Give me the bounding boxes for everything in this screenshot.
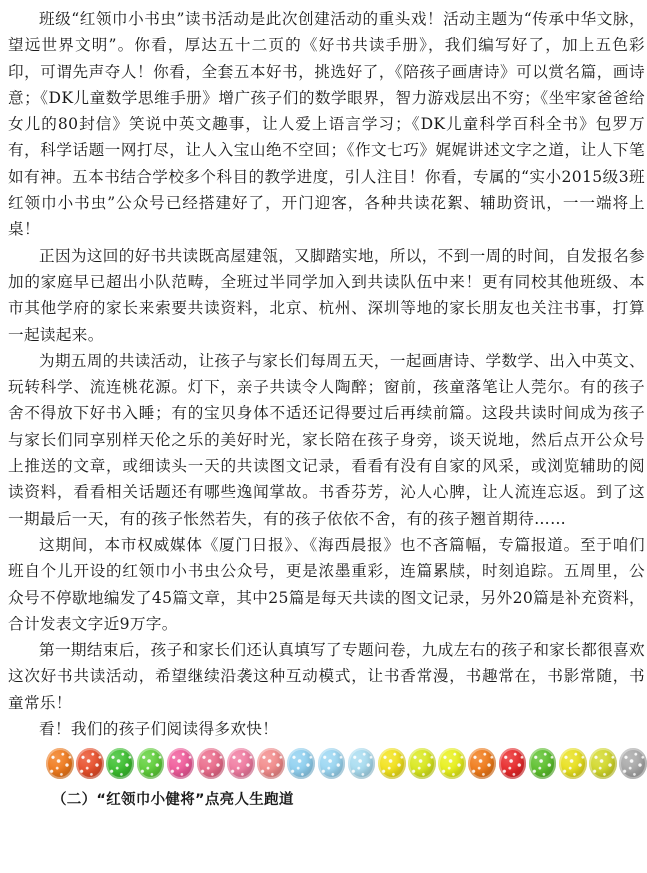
decorative-dot-icon: [378, 748, 406, 779]
decorative-dot-icon: [287, 748, 315, 779]
decorative-dot-icon: [468, 748, 496, 779]
decorative-dot-row: [46, 747, 647, 779]
decorative-dot-icon: [106, 748, 134, 779]
decorative-dot-icon: [318, 748, 346, 779]
decorative-dot-icon: [197, 748, 225, 779]
decorative-dot-icon: [499, 748, 527, 779]
decorative-dot-icon: [46, 748, 74, 779]
decorative-dot-icon: [589, 748, 617, 779]
paragraph-participation: 正因为这回的好书共读既高屋建瓴，又脚踏实地，所以，不到一周的时间，自发报名参加的家庭早已超出小队范畴，全班过半同学加入到共读队伍中来！更有同校其他班级、本市其他学府的家长来索要共读资料，北京、杭州、深圳等地的家长朋友也关注书事，打算一起读起来。: [8, 246, 645, 344]
paragraph-reading-activity: 班级“红领巾小书虫”读书活动是此次创建活动的重头戏！活动主题为“传承中华文脉，望远世界文明”。你看，厚达五十二页的《好书共读手册》，我们编写好了，加上五色彩印，可谓先声夺人！你看，全套五本好书，挑选好了，《陪孩子画唐诗》可以赏名篇，画诗意；《DK儿童数学思维手册》增广孩子们的数学眼界，智力游戏层出不穷；《坐牢家爸爸给女儿的80封信》笑说中英文趣事，让人爱上语言学习；《DK儿童科学百科全书》包罗万有，科学话题一网打尽，让人入宝山绝不空回；《作文七巧》娓娓讲述文字之道，让人下笔如有神。五本书结合学校多个科目的教学进度，引人注目！你看，专属的“实小2015级3班红领巾小书虫”公众号已经搭建好了，开门迎客，各种共读花絮、辅助资讯，一一端将上桌！: [8, 10, 645, 239]
decorative-dot-icon: [227, 748, 255, 779]
decorative-dot-icon: [529, 748, 557, 779]
decorative-dot-icon: [619, 748, 647, 779]
paragraph-five-weeks: 为期五周的共读活动，让孩子与家长们每周五天，一起画唐诗、学数学、出入中英文、玩转科学、流连桃花源。灯下，亲子共读令人陶醉；窗前，孩童落笔让人莞尔。有的孩子舍不得放下好书入睡；有的宝贝身体不适还记得要过后再续前篇。这段共读时间成为孩子与家长们同享别样天伦之乐的美好时光，家长陪在孩子身旁，谈天说地，然后点开公众号上推送的文章，或细读头一天的共读图文记录，看看有没有自家的风采，或浏览辅助的阅读资料，看看相关话题还有哪些逸闻掌故。书香芬芳，沁人心脾，让人流连忘返。到了这一期最后一天，有的孩子怅然若失，有的孩子依依不舍，有的孩子翘首期待……: [8, 351, 645, 528]
decorative-dot-icon: [348, 748, 376, 779]
section-subheading: （二）“红领巾小健将”点亮人生跑道: [52, 792, 294, 809]
paragraph-media-coverage: 这期间，本市权威媒体《厦门日报》、《海西晨报》也不吝篇幅，专篇报道。至于咱们班自个儿开设的红领巾小书虫公众号，更是浓墨重彩，连篇累牍，时刻追踪。五周里，公众号不停歇地编发了45篇文章，其中25篇是每天共读的图文记录，另外20篇是补充资料，合计发表文字近9万字。: [8, 535, 645, 633]
decorative-dot-icon: [76, 748, 104, 779]
paragraph-survey: 第一期结束后，孩子和家长们还认真填写了专题问卷，九成左右的孩子和家长都很喜欢这次好书共读活动，希望继续沿袭这种互动模式，让书香常漫，书趣常在，书影常随，书童常乐！: [8, 641, 645, 712]
decorative-dot-icon: [438, 748, 466, 779]
decorative-dot-icon: [408, 748, 436, 779]
paragraph-look: 看！我们的孩子们阅读得多欢快！: [39, 720, 279, 739]
decorative-dot-icon: [167, 748, 195, 779]
decorative-dot-icon: [257, 748, 285, 779]
decorative-dot-icon: [559, 748, 587, 779]
decorative-dot-icon: [137, 748, 165, 779]
